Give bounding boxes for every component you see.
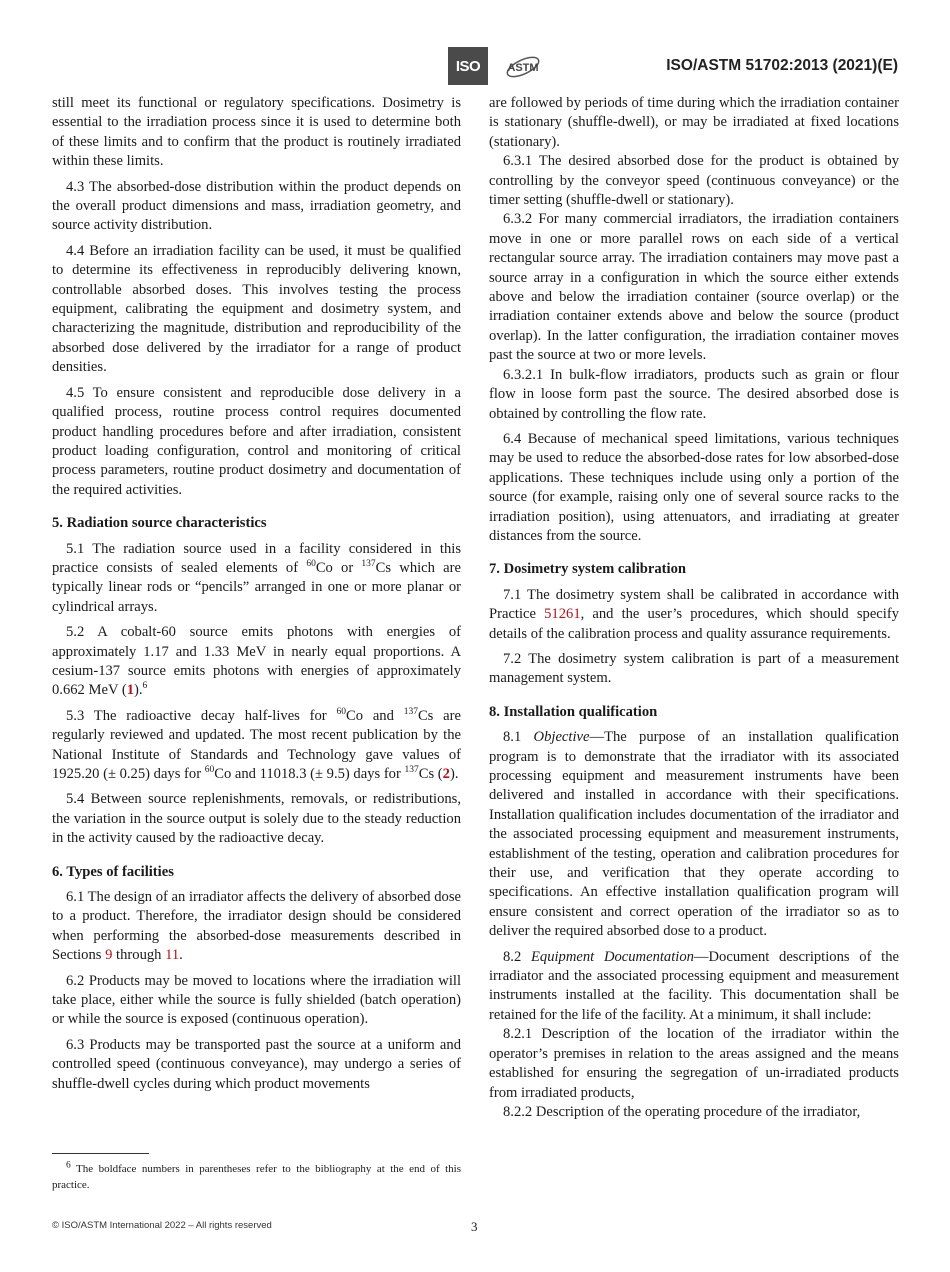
superscript: 6 [142, 681, 148, 692]
superscript: 60 [204, 765, 215, 776]
text-run: 8.2 [503, 948, 531, 965]
text-run: 6.3 Products may be transported past the source at a uniform and controlled speed (continuous conveyance), may undergo a series of shuffle-dwell cycles during which product movements [52, 1036, 461, 1092]
footnote [52, 1161, 461, 1193]
text-run: 5.2 A cobalt-60 source emits photons with energies of approximately 1.17 and 1.33 MeV in nearly equal proportions. A cesium-137 source emits photons with energies of approximately 0.662 MeV ( [52, 624, 461, 699]
text-run: 5.3 The radioactive decay half-lives for [66, 707, 337, 724]
superscript: 137 [404, 765, 419, 776]
text-run: 6.3.1 The desired absorbed dose for the product is obtained by controlling by the conveyor speed (continuous conveyance) or the timer setting (shuffle-dwell or stationary). [489, 153, 899, 209]
footnote-marker: 6 [66, 1160, 71, 1171]
superscript: 60 [336, 706, 346, 717]
paragraph [52, 888, 461, 966]
text-run: 6.1 The design of an irradiator affects the delivery of absorbed dose to a product. Therefore, the irradiator design should be considered when performing the absorbed-dose measurements described in Sections [52, 889, 461, 964]
document-id: ISO/ASTM 51702:2013 (2021)(E) [666, 57, 898, 74]
paragraph [52, 1036, 461, 1094]
text-run: 6. Types of facilities [52, 863, 174, 880]
page-number: 3 [471, 1219, 478, 1234]
section-heading [489, 703, 899, 722]
text-run: through [112, 947, 166, 964]
paragraph [489, 430, 899, 546]
text-run: 7.2 The dosimetry system calibration is part of a measurement management system. [489, 650, 899, 687]
text-run: 5. Radiation source characteristics [52, 515, 267, 532]
text-run: Cs which are typically linear rods or “pencils” arranged in one or more planar or cylindrical arrays. [52, 559, 461, 615]
text-run: 5.4 Between source replenishments, removals, or redistributions, the variation in the source output is solely due to the steady reduction in the activity caused by the radioactive decay. [52, 791, 461, 847]
footnote-divider [52, 1153, 149, 1154]
text-run: —Document descriptions of the irradiator and the associated processing equipment and measurement instruments installed at the facility. This documentation shall be retained for the life of the facility. At a minimum, it shall include: [489, 948, 900, 1023]
paragraph [489, 948, 899, 1026]
text-run: 4.4 Before an irradiation facility can be used, it must be qualified to determine its effectiveness in reproducibly delivering known, controllable absorbed doses. This involves testing the process equipment, calibrating the equipment and dosimetry system, and characterizing the magnitude, distribution and reproducibility of the absorbed dose delivered by the irradiator for a range of product densities. [52, 242, 461, 376]
paragraph [52, 384, 461, 500]
text-run: 8. Installation qualification [489, 703, 658, 720]
text-run: 4.3 The absorbed-dose distribution within the product depends on the overall product dimensions and mass, irradiation geometry, and source activity distribution. [52, 178, 461, 234]
superscript: 137 [403, 706, 418, 717]
text-run: ). [449, 766, 459, 782]
paragraph [489, 728, 899, 941]
text-run: 8.2.1 Description of the location of the irradiator within the operator’s premises in relation to the areas assigned and the means established for ensuring the segregation of un-irradiated products from irradiated products, [489, 1026, 899, 1101]
italic-term: Equipment Documentation [530, 948, 694, 965]
paragraph [489, 1103, 899, 1122]
paragraph [52, 94, 461, 172]
footnote-text: The boldface numbers in parentheses refer to the bibliography at the end of this practice. [52, 1163, 461, 1191]
copyright: © ISO/ASTM International 2022 – All rights reserved [52, 1220, 272, 1231]
section-heading [489, 560, 899, 579]
text-run: Cs ( [418, 766, 443, 782]
cross-reference-link[interactable]: 9 [105, 947, 113, 964]
text-run: 6.2 Products may be moved to locations where the irradiation will take place, either while the source is fully shielded (batch operation) or while the source is exposed (continuous operation). [52, 972, 461, 1028]
text-run: ). [134, 682, 143, 699]
paragraph [52, 707, 461, 785]
paragraph [52, 790, 461, 848]
text-run: 6.4 Because of mechanical speed limitations, various techniques may be used to reduce the absorbed-dose rates for low absorbed-dose applications. These techniques include using only a portion of the source (for example, raising only one of several source racks to the irradiation position), using attenuators, and irradiating at greater distances from the source. [489, 430, 899, 544]
paragraph [52, 242, 461, 378]
text-run: 6.3.2 For many commercial irradiators, the irradiation containers move in one or more parallel rows on each side of a vertical rectangular source array. The irradiation containers may move past a source array in a configuration in which the source either extends above and below the irradiation container (source overlap) or the irradiation container extends above and below the source (product overlap). In the latter configuration, the irradiation container moves past the source at two or more levels. [489, 211, 899, 364]
paragraph [489, 1025, 899, 1103]
text-run: still meet its functional or regulatory specifications. Dosimetry is essential to the irradiation process since it is used to determine both of these limits and to confirm that the product is routinely irradiated within these limits. [52, 95, 461, 170]
text-run: 7.1 The dosimetry system shall be calibrated in accordance with Practice [489, 586, 899, 623]
text-run: are followed by periods of time during which the irradiation container is stationary (shuffle-dwell), or may be irradiated at fixed locations (stationary). [489, 95, 899, 150]
paragraph [489, 94, 899, 152]
paragraph [489, 152, 899, 210]
section-heading [52, 863, 461, 882]
text-run: , and the user’s procedures, which should specify details of the calibration process and quality assurance requirements. [489, 606, 899, 642]
iso-logo: ISO [448, 47, 488, 85]
right-column [489, 94, 899, 1122]
astm-logo [503, 47, 543, 85]
paragraph [489, 210, 899, 365]
text-run: . [179, 947, 183, 964]
text-run: Co or [315, 559, 362, 576]
cross-reference-link[interactable]: 51261 [544, 606, 581, 623]
paragraph [52, 623, 461, 701]
superscript: 137 [361, 559, 376, 570]
paragraph [52, 972, 461, 1030]
bibliography-link[interactable]: 1 [126, 682, 135, 699]
superscript: 60 [306, 559, 316, 570]
left-column [52, 94, 461, 1100]
bibliography-link[interactable]: 2 [442, 766, 450, 782]
italic-term: Objective [533, 729, 590, 746]
text-run: 4.5 To ensure consistent and reproducible dose delivery in a qualified process, routine process control requires documented product handling procedures before and after irradiation, consistent product loading configuration, control and monitoring of critical process parameters, routine product dosimetry and documentation of the required activities. [52, 384, 461, 498]
text-run: 5.1 The radiation source used in a facility considered in this practice consists of sealed elements of [52, 540, 461, 576]
text-run: —The purpose of an installation qualification program is to demonstrate that the irradiator with its associated processing equipment and measurement instruments have been delivered and installed in accordance with their specifications. Installation qualification includes documentation of the irradiator and the associated processing equipment and measurement instruments, establishment of the testing, operation and calibration procedures for their use, and verification that they operate according to specifications. An effective installation qualification program will ensure consistent and correct operation of the irradiator so as to deliver the required absorbed dose to a product. [489, 729, 900, 940]
paragraph [489, 650, 899, 689]
text-run: 8.2.2 Description of the operating procedure of the irradiator, [503, 1103, 861, 1120]
text-run: 7. Dosimetry system calibration [489, 561, 686, 578]
svg-text:ASTM: ASTM [507, 62, 539, 74]
paragraph [52, 178, 461, 236]
cross-reference-link[interactable]: 11 [165, 947, 180, 964]
paragraph [489, 586, 899, 644]
text-run: Co and [345, 707, 404, 724]
section-heading [52, 514, 461, 533]
text-run: Cs are regularly reviewed and updated. The most recent publication by the National Institute of Standards and Technology gave values of 1925.20 (± 0.25) days for [52, 707, 461, 782]
text-run: Co and 11018.3 (± 9.5) days for [214, 766, 405, 782]
paragraph [52, 540, 461, 618]
paragraph [489, 366, 899, 424]
text-run: 6.3.2.1 In bulk-flow irradiators, products such as grain or flour flow in loose form past the source. The desired absorbed dose is obtained by controlling the flow rate. [489, 366, 899, 422]
text-run: 8.1 [503, 729, 534, 746]
